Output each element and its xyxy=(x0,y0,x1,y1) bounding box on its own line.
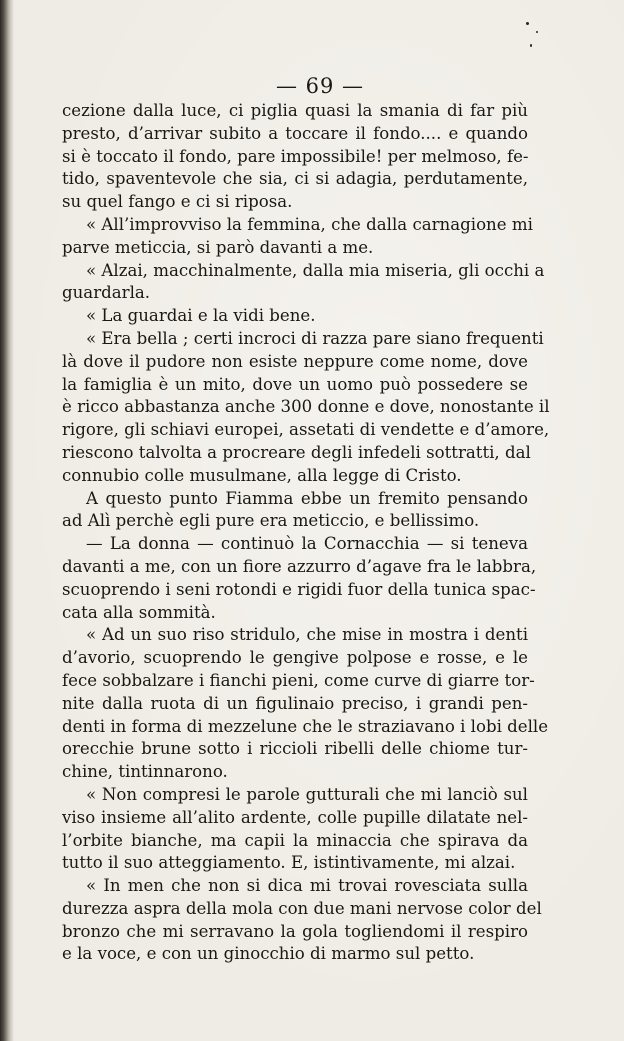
text-line: riescono talvolta a procreare degli infedeli sottratti, dal xyxy=(62,442,531,462)
text-line: e la voce, e con un ginocchio di marmo sul petto. xyxy=(62,944,475,964)
body-text xyxy=(62,100,550,966)
text-line: orecchie brune sotto i riccioli ribelli delle chiome tur- xyxy=(62,739,528,759)
text-line: è ricco abbastanza anche 300 donne e dove, nonostante il xyxy=(62,397,550,417)
text-line: la famiglia è un mito, dove un uomo può possedere se xyxy=(62,374,528,394)
text-line: chine, tintinnarono. xyxy=(62,762,228,782)
ink-speck xyxy=(526,22,529,25)
text-line: « In men che non si dica mi trovai rovesciata sulla xyxy=(86,876,528,896)
page-number: — 69 — xyxy=(275,74,365,98)
text-line: presto, d’arrivar subito a toccare il fondo.... e quando xyxy=(62,123,528,143)
page-binding-shadow xyxy=(0,0,14,1041)
text-line: bronzo che mi serravano la gola togliendomi il respiro xyxy=(62,921,528,941)
text-line: là dove il pudore non esiste neppure come nome, dove xyxy=(62,351,528,371)
text-line: A questo punto Fiamma ebbe un fremito pensando xyxy=(86,488,528,508)
text-line: viso insieme all’alito ardente, colle pupille dilatate nel- xyxy=(62,807,528,827)
text-line: connubio colle musulmane, alla legge di Cristo. xyxy=(62,465,462,485)
text-line: « Ad un suo riso stridulo, che mise in mostra i denti xyxy=(86,625,528,645)
text-line: « Era bella ; certi incroci di razza pare siano frequenti xyxy=(86,328,544,348)
text-line: ad Alì perchè egli pure era meticcio, e bellissimo. xyxy=(62,511,480,531)
text-line: scuoprendo i seni rotondi e rigidi fuor della tunica spac- xyxy=(62,579,536,599)
ink-speck xyxy=(530,44,532,47)
text-line: — La donna — continuò la Cornacchia — si teneva xyxy=(86,534,528,554)
text-line: guardarla. xyxy=(62,283,151,303)
text-line: « La guardai e la vidi bene. xyxy=(86,306,316,326)
text-line: durezza aspra della mola con due mani nervose color del xyxy=(62,898,542,918)
ink-speck xyxy=(536,31,538,33)
text-line: tutto il suo atteggiamento. E, istintivamente, mi alzai. xyxy=(62,853,516,873)
text-line: l’orbite bianche, ma capii la minaccia che spirava da xyxy=(62,830,528,850)
text-line: cezione dalla luce, ci piglia quasi la smania di far più xyxy=(62,101,528,120)
text-line: « Alzai, macchinalmente, dalla mia miseria, gli occhi a xyxy=(86,260,545,280)
text-line: fece sobbalzare i fianchi pieni, come curve di giarre tor- xyxy=(62,670,535,690)
text-line: cata alla sommità. xyxy=(62,602,216,622)
text-line: d’avorio, scuoprendo le gengive polpose e rosse, e le xyxy=(62,648,528,668)
text-line: « All’improvviso la femmina, che dalla carnagione mi xyxy=(86,214,533,234)
text-line: davanti a me, con un fiore azzurro d’agave fra le labbra, xyxy=(62,556,537,576)
text-line: tido, spaventevole che sia, ci si adagia, perdutamente, xyxy=(62,169,528,189)
text-line: denti in forma di mezzelune che le straziavano i lobi delle xyxy=(62,716,549,736)
text-line: si è toccato il fondo, pare impossibile! per melmoso, fe- xyxy=(62,146,529,166)
text-line: « Non compresi le parole gutturali che mi lanciò sul xyxy=(86,784,528,804)
text-line: nite dalla ruota di un figulinaio preciso, i grandi pen- xyxy=(62,693,528,713)
text-line: su quel fango e ci si riposa. xyxy=(62,192,293,212)
text-line: rigore, gli schiavi europei, assetati di vendette e d’amore, xyxy=(62,420,550,440)
text-line: parve meticcia, si parò davanti a me. xyxy=(62,237,374,257)
